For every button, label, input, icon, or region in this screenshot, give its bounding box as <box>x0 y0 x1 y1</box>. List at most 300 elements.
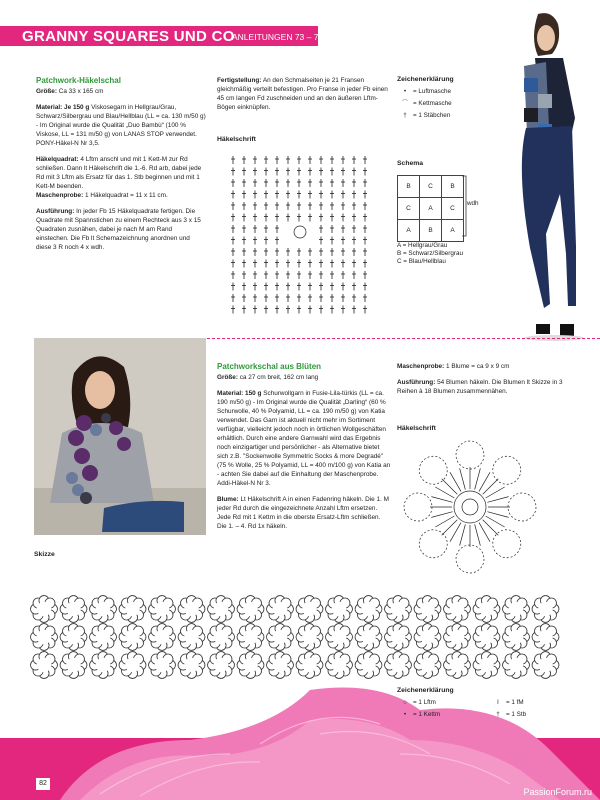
stitch-mark <box>231 225 235 233</box>
scarf2-text: Patchworkschal aus Blüten Größe: ca 27 cm breit, 162 cm lang Material: 150 g Schurwollgarn in Fusie-Lila-türkis (LL = ca. 190 m/50 g) - Im Original wurde die Qualität „Darling“ (60 % Schurwolle, 40 % Polyamid, LL = ca. 190 m/50 g) von Katia verwendet. Das Garn ist aktuell nicht mehr im Sortiment verfügbar, vielleicht jedoch noch in örtlichen Wollgeschäften erhältlich. Durch eine andere Garnwahl wird das Ergebnis noch einzigartiger und persönlicher - als Alternative bietet sich z.B. "Sockenwolle Symmetric Socks & more Degradé" (75 % Wolle, 25 % Polyamid, LL = 400 m/100 g) von Katia an - achten Sie dabei auf die Einhaltung der Maschenprobe. Addi-Häkel-N Nr 3. Blume: Lt Häkelschrift A in einen Fadenring häkeln. Die 1. M jeder Rd durch die eingezeichnete Anzahl Lftm ersetzen. Jede Rd mit 1 Kettm in die oberste Ersatz-Lftm schließen. Die 1. – 4. Rd 1x häkeln. <box>217 362 391 530</box>
stitch-mark <box>330 306 334 314</box>
schema-cell: C <box>420 176 442 198</box>
stitch-mark <box>319 283 323 291</box>
legend2-item: ǀ = 1 fM <box>490 697 550 709</box>
legend2-item: ○ = 1 Lftm <box>397 697 457 709</box>
stitch-mark <box>330 168 334 176</box>
sketch-flower <box>503 596 530 623</box>
stitch-mark <box>286 248 290 256</box>
chart-petal <box>456 545 484 573</box>
chart-petal <box>508 493 536 521</box>
schema-cell: B <box>420 220 442 242</box>
stitch-mark <box>231 271 235 279</box>
stitch-mark <box>242 283 246 291</box>
scarf2-material: Schurwollgarn in Fusie-Lila-türkis (LL = ca. 190 m/50 g) - Im Original wurde die Qualität „Darling“ (60 % Schurwolle, 40 % Polyamid, LL = ca. 190 m/50 g) von Katia verwendet. Das Garn ist aktuell nicht mehr im Sortiment verfügbar, vielleicht jedoch noch in örtlichen Wollgeschäften erhältlich. Durch eine andere Garnwahl wird das Ergebnis noch einzigartiger und persönlicher - als Alternative bietet sich z.B. "Sockenwolle Symmetric Socks & more Degradé" (75 % Wolle, 25 % Polyamid, LL = 400 m/100 g) von Katia an - achten Sie dabei auf die Einhaltung der Maschenprobe. Addi-Häkel-N Nr 3. <box>217 390 391 487</box>
chart-petal <box>404 493 432 521</box>
stitch-mark <box>242 156 246 164</box>
stitch-mark <box>275 306 279 314</box>
stitch-mark <box>363 248 367 256</box>
sketch-flower <box>178 596 205 623</box>
legend2-list-b <box>490 697 550 721</box>
stitch-mark <box>264 260 268 268</box>
stitch-mark <box>319 202 323 210</box>
sketch-flower <box>237 624 264 651</box>
stitch-mark <box>319 248 323 256</box>
stitch-mark <box>275 294 279 302</box>
scarf2-photo <box>34 338 206 535</box>
stitch-mark <box>319 191 323 199</box>
stitch-mark <box>286 191 290 199</box>
sketch-flower <box>119 652 146 679</box>
stitch-mark <box>253 294 257 302</box>
sketch-flower <box>444 624 471 651</box>
sketch-flower <box>296 652 323 679</box>
stitch-mark <box>242 225 246 233</box>
stitch-mark <box>363 306 367 314</box>
sketch-flower <box>178 624 205 651</box>
sketch-flower <box>326 652 353 679</box>
section-subtitle: ANLEITUNGEN 73 – 77 <box>232 32 324 42</box>
chart-stitch <box>431 512 452 518</box>
stitch-mark <box>275 191 279 199</box>
stitch-mark <box>275 179 279 187</box>
stitch-mark <box>341 202 345 210</box>
scarf2-gauge: 1 Blume = ca 9 x 9 cm <box>446 363 510 370</box>
sketch-flower <box>355 652 382 679</box>
bar-icon: ǀ <box>497 699 499 706</box>
stitch-mark <box>352 237 356 245</box>
stitch-mark <box>275 271 279 279</box>
stitch-mark <box>286 306 290 314</box>
stitch-mark <box>363 225 367 233</box>
stitch-mark <box>363 156 367 164</box>
scarf1-gauge: 1 Häkelquadrat = 11 x 11 cm. <box>85 192 168 199</box>
stitch-mark <box>253 225 257 233</box>
stitch-mark <box>341 248 345 256</box>
stitch-mark <box>330 179 334 187</box>
stitch-mark <box>297 168 301 176</box>
stitch-mark <box>253 306 257 314</box>
sketch-flower <box>60 596 87 623</box>
stitch-mark <box>253 202 257 210</box>
chart-stitch <box>460 524 466 545</box>
stitch-mark <box>319 214 323 222</box>
stitch-mark <box>231 294 235 302</box>
stitch-mark <box>319 237 323 245</box>
stitch-mark <box>308 271 312 279</box>
chart-stitch <box>431 497 452 503</box>
stitch-mark <box>341 283 345 291</box>
stitch-mark <box>341 179 345 187</box>
sketch-flower <box>532 596 559 623</box>
scarf1-material: Viskosegarn in Hellgrau/Grau, Schwarz/Silbergrau und Blau/Hellblau (LL = ca. 130 m/50 g) - Im Original wurde die Qualität „Duo Bambù“ (100 % Viskose, LL = 131 m/50 g) von LANAS STOP verwendet. PONY-Häkel-N Nr 3,5. <box>36 104 206 147</box>
sketch-flower <box>473 596 500 623</box>
stitch-mark <box>264 168 268 176</box>
scarf1-finish: An den Schmalseiten je 21 Fransen gleichmäßig verteilt befestigen. Pro Franse in jeder Fb einen 45 cm langen Fd zuschneiden und an den äußeren Lftm-Bögen einknüpfen. <box>217 77 388 111</box>
stitch-mark <box>231 179 235 187</box>
stitch-mark <box>352 214 356 222</box>
sketch-flower <box>60 624 87 651</box>
dot-icon: • <box>403 711 407 718</box>
stitch-mark <box>231 306 235 314</box>
stitch-mark <box>253 237 257 245</box>
stitch-mark <box>231 191 235 199</box>
stitch-mark <box>264 283 268 291</box>
stitch-mark <box>319 271 323 279</box>
sketch-flower <box>149 652 176 679</box>
sketch-flower <box>503 652 530 679</box>
stitch-mark <box>242 179 246 187</box>
sketch-flower <box>296 596 323 623</box>
sketch-flower <box>326 596 353 623</box>
site-credit: PassionForum.ru <box>523 787 592 797</box>
stitch-mark <box>330 271 334 279</box>
stitch-mark <box>275 156 279 164</box>
chart-stitch <box>487 512 508 518</box>
stitch-mark <box>308 294 312 302</box>
stitch-mark <box>308 306 312 314</box>
stitch-mark <box>363 260 367 268</box>
schema-title: Schema <box>397 160 424 167</box>
stitch-mark <box>231 214 235 222</box>
stitch-mark <box>264 248 268 256</box>
sketch-flower <box>414 596 441 623</box>
sketch-flower <box>385 652 412 679</box>
stitch-mark <box>297 156 301 164</box>
stitch-mark <box>352 156 356 164</box>
legend1-title: Zeichenerklärung <box>397 76 454 83</box>
stitch-mark <box>286 179 290 187</box>
sketch-flower <box>444 596 471 623</box>
sketch-flower <box>208 624 235 651</box>
sketch-flower <box>31 624 58 651</box>
chart-ring <box>454 491 486 523</box>
sketch-flower <box>385 596 412 623</box>
stitch-mark <box>286 202 290 210</box>
sketch-flower <box>532 652 559 679</box>
scarf1-size: Ca 33 x 165 cm <box>58 88 104 95</box>
sketch-flower <box>237 652 264 679</box>
sketch-label: Skizze <box>34 551 55 558</box>
sketch-flower <box>267 596 294 623</box>
stitch-mark <box>352 225 356 233</box>
stitch-mark <box>275 214 279 222</box>
stitch-mark <box>352 294 356 302</box>
stitch-mark <box>308 191 312 199</box>
stitch-mark <box>242 306 246 314</box>
stitch-mark <box>242 260 246 268</box>
stitch-mark <box>275 237 279 245</box>
stitch-mark <box>242 202 246 210</box>
stitch-mark <box>319 294 323 302</box>
stitch-mark <box>330 225 334 233</box>
schema-cell: C <box>442 198 464 220</box>
stitch-mark <box>242 294 246 302</box>
stitch-mark <box>341 156 345 164</box>
scarf1-text: Patchwork-Häkelschal Größe: Ca 33 x 165 cm Material: Je 150 g Viskosegarn in Hellgrau/Grau, Schwarz/Silbergrau und Blau/Hellblau (LL = ca. 130 m/50 g) - Im Original wurde die Qualität „Duo Bambù“ (100 % Viskose, LL = 131 m/50 g) von LANAS STOP verwendet. PONY-Häkel-N Nr 3,5. Häkelquadrat: 4 Lftm anschl und mit 1 Kett-M zur Rd schließen. Dann lt Häkelschrift die 1.-6. Rd arb, dabei jede Rd mit 3 Lftm als Ersatz für das 1. Stb beginnen und mit 1 Kett-M beenden. Maschenprobe: 1 Häkelquadrat = 11 x 11 cm. Ausführung: In jeder Fb 15 Häkelquadrate fertigen. Die Quadrate mit Spannstichen zu einem Rechteck aus 3 x 15 Quadraten zusnähen, dabei je nach M am Rand einstechen. Die Fb lt Schemazeichnung anordnen und diese 3 R noch 4 x wdh. <box>36 76 206 251</box>
circle-icon: ○ <box>403 699 407 706</box>
stitch-mark <box>297 271 301 279</box>
schema-cell: B <box>442 176 464 198</box>
center-ring <box>294 226 306 238</box>
stitch-mark <box>330 156 334 164</box>
stitch-mark <box>341 168 345 176</box>
stitch-mark <box>275 283 279 291</box>
stitch-mark <box>297 306 301 314</box>
stitch-mark <box>319 225 323 233</box>
sketch-flower <box>355 596 382 623</box>
stitch-mark <box>341 225 345 233</box>
stitch-mark <box>231 237 235 245</box>
stitch-mark <box>363 179 367 187</box>
legend2-item: • = 1 Kettm <box>397 709 457 721</box>
stitch-mark <box>286 156 290 164</box>
chart-petal <box>419 530 447 558</box>
stitch-mark <box>319 156 323 164</box>
stitch-mark <box>253 156 257 164</box>
stitch-mark <box>253 214 257 222</box>
schema-cell: B <box>398 176 420 198</box>
legend1-list <box>397 86 452 122</box>
stitch-mark <box>275 248 279 256</box>
dagger-icon: † <box>403 112 407 119</box>
stitch-mark <box>264 306 268 314</box>
stitch-mark <box>253 191 257 199</box>
granny-square-chart <box>220 150 380 320</box>
stitch-mark <box>363 202 367 210</box>
stitch-mark <box>264 156 268 164</box>
legend2-item: † = 1 Stb <box>490 709 550 721</box>
stitch-mark <box>264 237 268 245</box>
stitch-mark <box>242 271 246 279</box>
stitch-mark <box>286 294 290 302</box>
stitch-mark <box>352 283 356 291</box>
stitch-mark <box>297 248 301 256</box>
stitch-mark <box>286 271 290 279</box>
stitch-mark <box>286 214 290 222</box>
stitch-mark <box>231 168 235 176</box>
scarf1-chart-label: Häkelschrift <box>217 136 256 143</box>
stitch-mark <box>231 248 235 256</box>
legend1-item: • = Luftmasche <box>397 86 452 98</box>
stitch-mark <box>297 202 301 210</box>
stitch-mark <box>330 237 334 245</box>
stitch-mark <box>341 294 345 302</box>
stitch-mark <box>264 225 268 233</box>
stitch-mark <box>352 191 356 199</box>
sketch-flower <box>149 596 176 623</box>
model-photo <box>480 8 590 353</box>
stitch-mark <box>330 202 334 210</box>
schema-legend: A = Hellgrau/Grau B = Schwarz/Silbergrau C = Blau/Hellblau <box>397 242 463 265</box>
stitch-mark <box>319 168 323 176</box>
stitch-mark <box>242 191 246 199</box>
sketch-flower <box>31 652 58 679</box>
stitch-mark <box>286 283 290 291</box>
sketch-flower <box>414 652 441 679</box>
stitch-mark <box>308 202 312 210</box>
schema-cell: A <box>398 220 420 242</box>
sketch-flower <box>119 624 146 651</box>
section-title: GRANNY SQUARES UND CO <box>22 28 235 45</box>
stitch-mark <box>242 248 246 256</box>
stitch-mark <box>363 214 367 222</box>
stitch-mark <box>330 191 334 199</box>
schema-cell: A <box>420 198 442 220</box>
stitch-mark <box>352 168 356 176</box>
stitch-mark <box>297 214 301 222</box>
flower-chart <box>400 432 540 582</box>
stitch-mark <box>264 214 268 222</box>
stitch-mark <box>341 271 345 279</box>
stitch-mark <box>352 179 356 187</box>
stitch-mark <box>363 294 367 302</box>
stitch-mark <box>330 214 334 222</box>
stitch-mark <box>231 202 235 210</box>
chart-stitch <box>460 468 466 489</box>
sketch-flower <box>267 624 294 651</box>
stitch-mark <box>330 294 334 302</box>
stitch-mark <box>308 156 312 164</box>
sketch-flower <box>90 596 117 623</box>
stitch-mark <box>253 179 257 187</box>
sketch-flower <box>119 596 146 623</box>
chart-petal <box>493 456 521 484</box>
chart-petal <box>456 441 484 469</box>
stitch-mark <box>231 156 235 164</box>
sketch-flower <box>503 624 530 651</box>
schema-repeat: wdh <box>467 200 479 207</box>
stitch-mark <box>308 248 312 256</box>
stitch-mark <box>275 260 279 268</box>
stitch-mark <box>352 202 356 210</box>
stitch-mark <box>253 271 257 279</box>
page-number: 82 <box>36 778 50 790</box>
legend2-list-a <box>397 697 457 721</box>
stitch-mark <box>319 306 323 314</box>
stitch-mark <box>363 168 367 176</box>
stitch-mark <box>341 214 345 222</box>
stitch-mark <box>275 202 279 210</box>
stitch-mark <box>264 271 268 279</box>
stitch-mark <box>308 214 312 222</box>
stitch-mark <box>363 271 367 279</box>
sketch-flower <box>296 624 323 651</box>
stitch-mark <box>264 179 268 187</box>
stitch-mark <box>286 168 290 176</box>
stitch-mark <box>286 260 290 268</box>
sketch-flower <box>90 652 117 679</box>
stitch-mark <box>352 248 356 256</box>
stitch-mark <box>253 260 257 268</box>
stitch-mark <box>264 294 268 302</box>
dagger-icon: † <box>496 711 500 718</box>
sketch-flower <box>444 652 471 679</box>
scarf2-flower: Lt Häkelschrift A in einen Fadenring häkeln. Die 1. M jeder Rd durch die eingezeichnete Anzahl Lftm ersetzen. Jede Rd mit 1 Kettm in die oberste Ersatz-Lftm schließen. Die 1. – 4. Rd 1x häkeln. <box>217 496 389 530</box>
stitch-mark <box>341 237 345 245</box>
stitch-mark <box>242 168 246 176</box>
stitch-mark <box>253 248 257 256</box>
sketch-flower <box>355 624 382 651</box>
sketch-flower <box>267 652 294 679</box>
stitch-mark <box>253 283 257 291</box>
sketch-flower <box>385 624 412 651</box>
stitch-mark <box>352 306 356 314</box>
stitch-mark <box>308 260 312 268</box>
stitch-mark <box>275 168 279 176</box>
stitch-mark <box>341 260 345 268</box>
sketch-flower <box>414 624 441 651</box>
flower-sketch <box>30 595 575 680</box>
stitch-mark <box>297 294 301 302</box>
section-divider <box>207 338 600 339</box>
sketch-flower <box>473 624 500 651</box>
stitch-mark <box>308 179 312 187</box>
chart-stitch <box>475 524 481 545</box>
stitch-mark <box>264 202 268 210</box>
legend2-title: Zeichenerklärung <box>397 687 454 694</box>
schema-cell: C <box>398 198 420 220</box>
scarf2-size: ca 27 cm breit, 162 cm lang <box>239 374 319 381</box>
scarf1-title: Patchwork-Häkelschal <box>36 76 121 85</box>
stitch-mark <box>319 260 323 268</box>
stitch-mark <box>341 191 345 199</box>
legend1-item: ⌒ = Kettmasche <box>397 98 452 110</box>
scarf2-title: Patchworkschal aus Blüten <box>217 362 322 371</box>
scarf1-finish-text: Fertigstellung: An den Schmalseiten je 21 Fransen gleichmäßig verteilt befestigen. Pro Franse in jeder Fb einen 45 cm langen Fd zuschneiden und an den äußeren Lftm-Bögen einknüpfen. <box>217 77 388 111</box>
chart-stitch <box>475 468 481 489</box>
stitch-mark <box>297 179 301 187</box>
stitch-mark <box>242 214 246 222</box>
chart-stitch <box>487 497 508 503</box>
stitch-mark <box>363 283 367 291</box>
sketch-flower <box>208 652 235 679</box>
schema-grid <box>397 175 464 242</box>
stitch-mark <box>319 179 323 187</box>
stitch-mark <box>308 283 312 291</box>
stitch-mark <box>330 283 334 291</box>
stitch-mark <box>297 260 301 268</box>
sketch-flower <box>326 624 353 651</box>
dot-icon: • <box>403 88 407 95</box>
sketch-flower <box>532 624 559 651</box>
stitch-mark <box>242 237 246 245</box>
stitch-mark <box>308 168 312 176</box>
scarf2-execution: 54 Blumen häkeln. Die Blumen lt Skizze in 3 Reihen à 18 Blumen zusammennähen. <box>397 379 563 395</box>
scarf2-chart-label: Häkelschrift <box>397 425 436 432</box>
schema-cell: A <box>442 220 464 242</box>
stitch-mark <box>231 260 235 268</box>
stitch-mark <box>253 168 257 176</box>
stitch-mark <box>363 237 367 245</box>
sketch-flower <box>31 596 58 623</box>
sketch-flower <box>237 596 264 623</box>
stitch-mark <box>297 283 301 291</box>
scarf1-square: 4 Lftm anschl und mit 1 Kett-M zur Rd schließen. Dann lt Häkelschrift die 1.-6. Rd arb, dabei jede Rd mit 3 Lftm als Ersatz für das 1. Stb beginnen und mit 1 Kett-M beenden. <box>36 156 202 190</box>
sketch-flower <box>473 652 500 679</box>
stitch-mark <box>341 306 345 314</box>
legend1-item: † = 1 Stäbchen <box>397 110 452 122</box>
sketch-flower <box>149 624 176 651</box>
stitch-mark <box>330 248 334 256</box>
stitch-mark <box>352 260 356 268</box>
arc-icon: ⌒ <box>401 100 409 107</box>
stitch-mark <box>330 260 334 268</box>
stitch-mark <box>297 191 301 199</box>
stitch-mark <box>352 271 356 279</box>
stitch-mark <box>275 225 279 233</box>
chart-ring <box>462 499 478 515</box>
